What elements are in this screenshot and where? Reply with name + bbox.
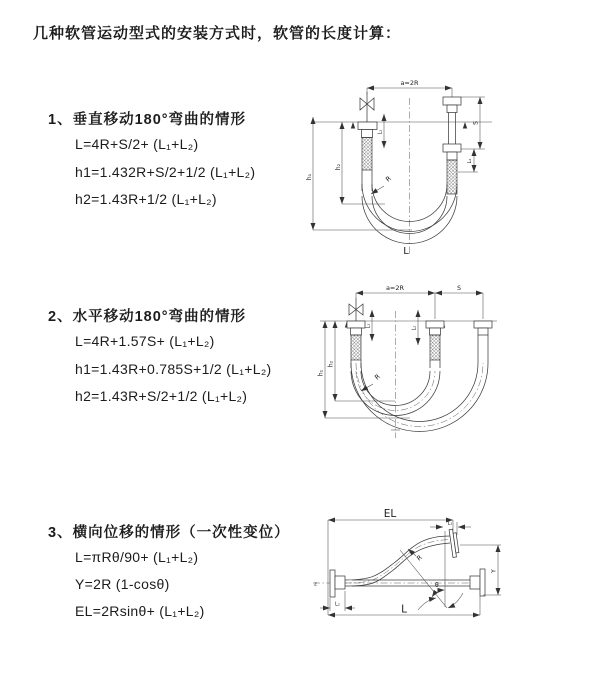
right-fitting (474, 321, 492, 363)
dim-label-L: L (403, 246, 409, 257)
dim-label-l2: L₂ (335, 601, 340, 608)
left-fitting (347, 321, 365, 368)
dim-label-s: S (457, 285, 461, 292)
dim-label-l2: L₂ (467, 158, 473, 164)
dim-label-a2r: a=2R (385, 284, 405, 292)
left-flange (330, 570, 345, 597)
dim-label-h1: h₁ (306, 173, 313, 181)
section-1-formula-h2: h2=1.43R+1/2 (L₁+L₂) (75, 191, 217, 207)
u-bend-position-b (351, 363, 488, 431)
valve-icon (360, 92, 374, 122)
dim-label-l1: L₁ (377, 129, 384, 135)
dim-label-h1: h₁ (317, 369, 325, 377)
dim-label-r: R (415, 553, 424, 563)
dim-label-l1: L₁ (365, 323, 372, 329)
middle-fitting (426, 321, 444, 368)
section-3-formula-L: L=πRθ/90+ (L₁+L₂) (75, 549, 199, 565)
section-1-formula-L: L=4R+S/2+ (L₁+L₂) (75, 136, 199, 152)
dim-label-theta: θ (435, 582, 439, 589)
section-2-formula-h1: h1=1.43R+0.785S+1/2 (L₁+L₂) (75, 361, 272, 377)
dim-label-el: EL (383, 508, 397, 520)
section-2-formula-L: L=4R+1.57S+ (L₁+L₂) (75, 333, 215, 349)
right-fitting (443, 97, 461, 194)
dim-label-l2: L₂ (411, 325, 418, 331)
dim-label-l1: L₁ (447, 520, 453, 527)
diagram-horizontal-180-bend (300, 278, 600, 463)
valve-icon (349, 298, 363, 321)
page-title: 几种软管运动型式的安装方式时，软管的长度计算： (33, 25, 402, 42)
section-3-formula-Y: Y=2R (1-cosθ) (75, 576, 170, 592)
braided-hose-section (447, 160, 457, 194)
dim-label-r: R (373, 372, 382, 382)
section-3-heading: 3、横向位移的情形（一次性变位） (48, 525, 290, 541)
dim-label-y: Y (490, 569, 498, 573)
section-3-formula-EL: EL=2Rsinθ+ (L₁+L₂) (75, 603, 205, 619)
diagram-vertical-180-bend (300, 72, 590, 272)
dim-label-L: L (401, 603, 407, 616)
section-1-formula-h1: h1=1.432R+S/2+1/2 (L₁+L₂) (75, 164, 256, 180)
top-right-flange (449, 529, 459, 558)
left-fitting (358, 122, 377, 191)
dim-label-r: R (384, 174, 393, 184)
braided-hose-section (362, 138, 372, 171)
dim-label-h2: h₂ (335, 163, 342, 171)
diagram-lateral-displacement (305, 495, 600, 670)
section-1-heading: 1、垂直移动180°弯曲的情形 (48, 112, 247, 128)
centerline-z-mark: z (314, 581, 317, 588)
dim-label-s: S (472, 121, 480, 125)
section-2-formula-h2: h2=1.43R+S/2+1/2 (L₁+L₂) (75, 388, 248, 404)
dim-label-h2: h₂ (327, 360, 335, 368)
dim-label-a2r: a=2R (400, 79, 419, 87)
s-curve-hose (345, 536, 450, 586)
section-2-heading: 2、水平移动180°弯曲的情形 (48, 309, 247, 325)
